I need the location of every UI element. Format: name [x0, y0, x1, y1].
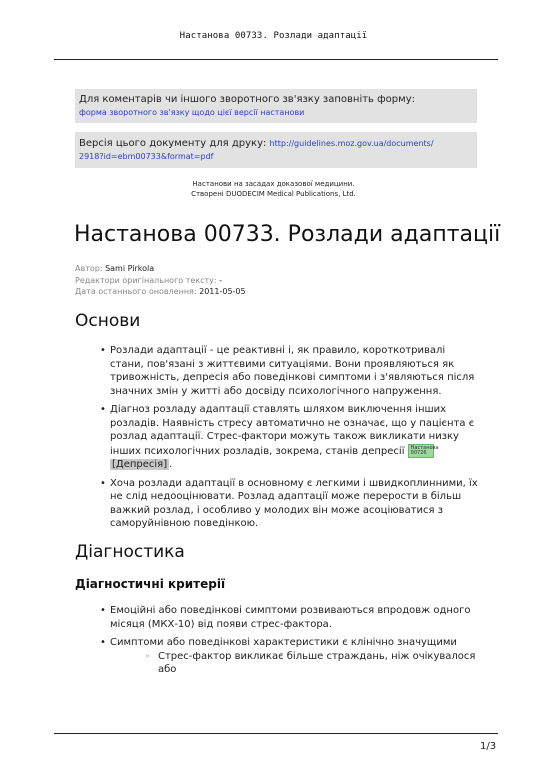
updated-row: [75, 286, 246, 298]
feedback-label: Для коментарів чи іншого зворотного зв'язку заповніть форму:: [79, 94, 415, 105]
document-title: Настанова 00733. Розлади адаптації: [74, 222, 501, 247]
sub-bullet-glyph: ◦: [145, 651, 150, 661]
sub-list-item: [144, 650, 481, 677]
list-item: [96, 403, 481, 472]
print-version-label: Версія цього документу для друку:: [79, 138, 267, 149]
author-value: Sami Pirkola: [105, 264, 155, 273]
print-version-link-continued[interactable]: 2918?id=ebm00733&format=pdf: [79, 152, 214, 161]
list-item-text: Діагноз розладу адаптації ставлять шляхом виключення інших розладів. Наявність стресу автоматично не означає, що у пацієнта є розлад адаптації. Стрес-фактори можуть також викликати низку інших психологічних розладів, зокрема, станів депресії: [110, 404, 475, 457]
list-item: [96, 604, 481, 631]
print-version-line: [79, 137, 473, 151]
running-header: Настанова 00733. Розлади адаптації: [179, 31, 368, 41]
list-item-text: Розлади адаптації - це реактивні і, як правило, короткотривалі стани, пов'язані з життєвими ситуаціями. Вони проявляються як тривожність, депресія або поведінкові симптоми і з'являються після значних змін у житті або досвіду психологічного напруження.: [110, 345, 475, 397]
document-metadata: [75, 263, 246, 298]
bullet-glyph: •: [100, 345, 106, 356]
section-heading-diagnostics: Діагностика: [75, 542, 185, 562]
feedback-form-link[interactable]: форма зворотного зв'язку щодо цієї версії настанови: [79, 108, 305, 117]
feedback-box: [75, 89, 477, 123]
author-row: [75, 263, 246, 275]
page-number: 1/3: [480, 741, 497, 752]
guideline-reference-badge[interactable]: Настанова 00726: [408, 444, 434, 458]
reference-suffix: .: [169, 459, 173, 470]
bullet-glyph: •: [100, 404, 106, 415]
bullet-glyph: •: [100, 477, 106, 489]
publisher-note: [0, 179, 547, 199]
list-item: [96, 477, 481, 531]
publisher-line-2: Створені DUODECIM Medical Publications, Ltd.: [191, 190, 356, 198]
editors-row: [75, 275, 246, 287]
author-label: Автор:: [75, 264, 103, 273]
depression-reference-link[interactable]: [Депресія]: [112, 459, 168, 470]
criteria-list: [96, 604, 481, 677]
print-version-link[interactable]: http://guidelines.moz.gov.ua/documents/: [269, 139, 434, 148]
basics-list: [96, 344, 481, 531]
footer-divider: [54, 733, 498, 734]
list-item-text: Симптоми або поведінкові характеристики є клінічно значущими: [110, 637, 457, 648]
list-item-text: Емоційні або поведінкові симптоми розвиваються впродовж одного місяця (МКХ-10) від появи стрес-фактора.: [110, 605, 471, 630]
bullet-glyph: •: [100, 605, 106, 616]
updated-label: Дата останнього оновлення:: [75, 287, 197, 296]
header-divider: [54, 59, 498, 60]
updated-value: 2011-05-05: [199, 287, 246, 296]
subsection-heading-criteria: Діагностичні критерії: [75, 577, 226, 591]
section-heading-basics: Основи: [75, 311, 141, 331]
bullet-glyph: •: [100, 637, 106, 648]
publisher-line-1: Настанови на засадах доказової медицини.: [192, 180, 355, 188]
list-item: [96, 636, 481, 677]
sub-list-item-text: Стрес-фактор викликає більше страждань, ніж очікувалося або: [158, 650, 476, 675]
print-version-box: [75, 132, 477, 168]
list-item: [96, 344, 481, 398]
editors-label: Редактори оригінального тексту:: [75, 275, 217, 285]
list-item-text: Хоча розлади адаптації в основному є легкими і швидкоплинними, їх не слід недооцінювати. Розлад адаптації може перерости в більш важкий розлад, і особливо у молодих він може асоціюватися з саморуйнівною поведінкою.: [110, 477, 478, 529]
editors-value: -: [219, 275, 223, 285]
